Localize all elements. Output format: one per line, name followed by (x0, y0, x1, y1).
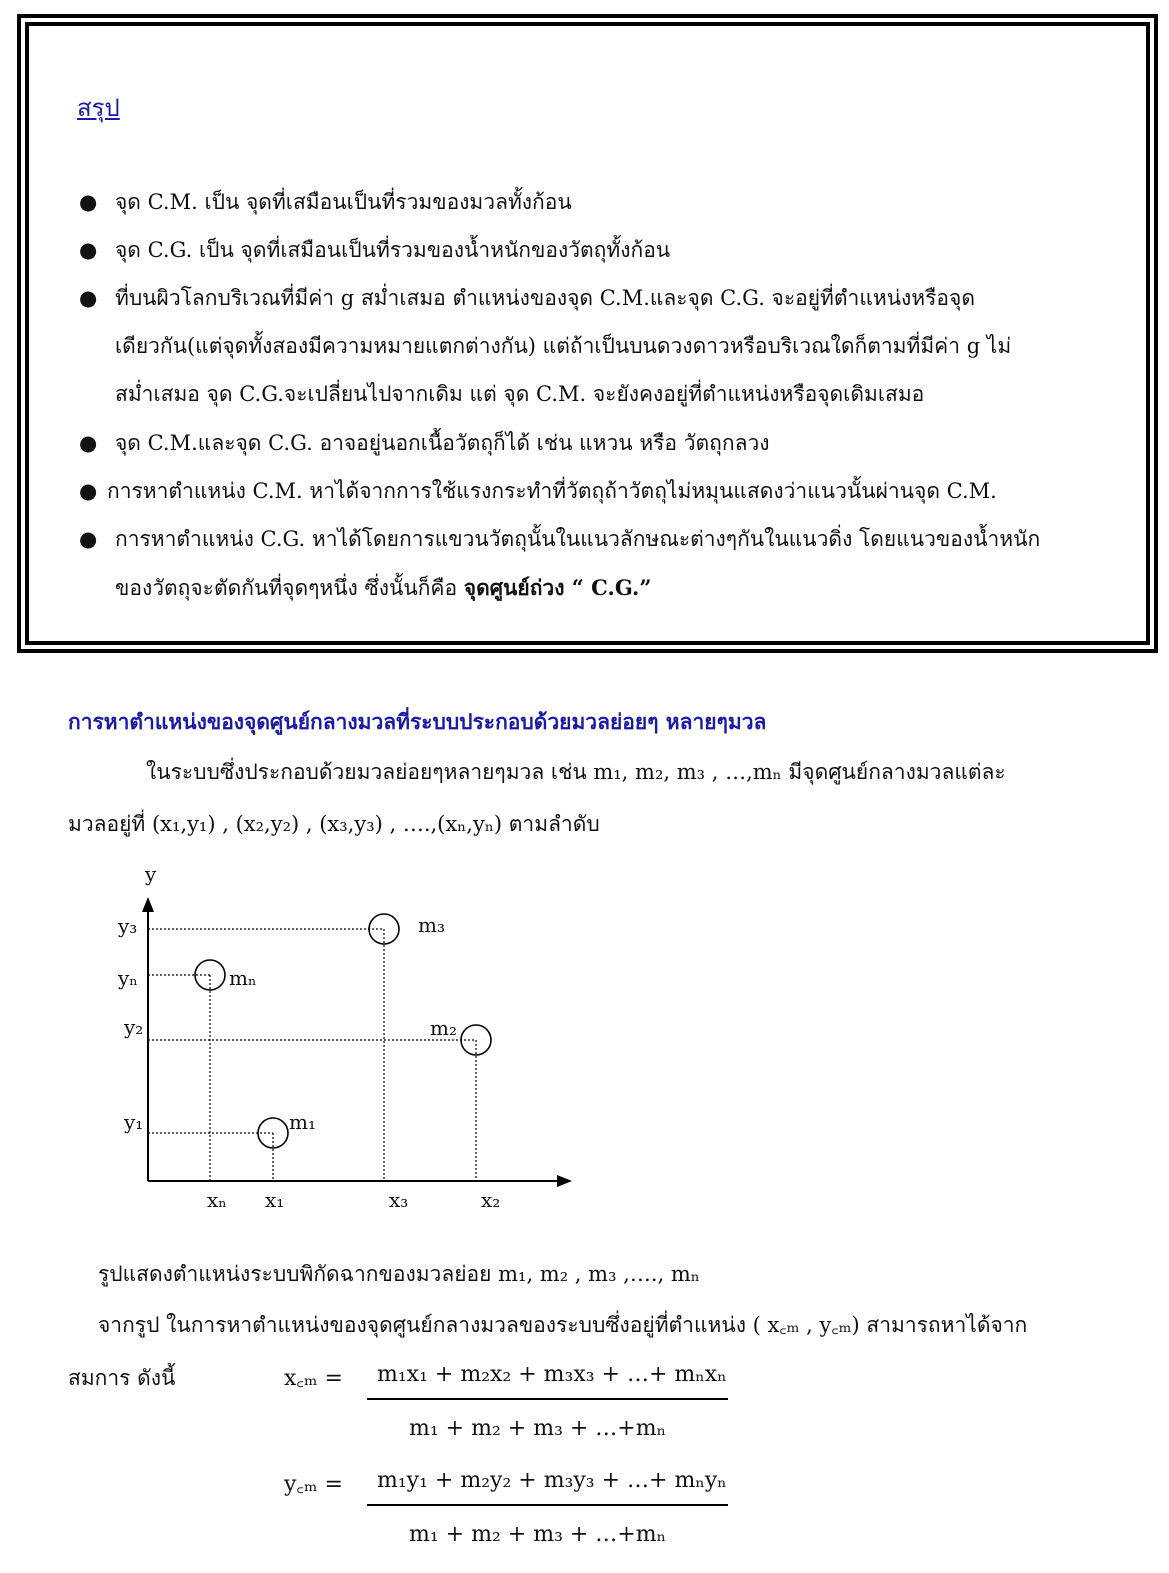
mass-1-label: m₁ (289, 1110, 316, 1134)
bullet-dot: ● (79, 479, 98, 503)
section-title: การหาตำแหน่งของจุดศูนย์กลางมวลที่ระบบประกอบด้วยมวลย่อยๆ หลายๆมวล (68, 709, 767, 734)
bullet-text: จุด C.G. เป็น จุดที่เสมือนเป็นที่รวมของน้ำหนักของวัตถุทั้งก้อน (115, 238, 671, 262)
bullet-text: จุด C.M.และจุด C.G. อาจอยู่นอกเนื้อวัตถุก็ได้ เช่น แหวน หรือ วัตถุกลวง (115, 431, 770, 455)
x-tick-label: xₙ (207, 1188, 227, 1212)
bullet-continuation-text: ของวัตถุจะตัดกันที่จุดๆหนึ่ง ซึ่งนั้นก็คือ (115, 576, 464, 600)
ycm-denominator: m₁ + m₂ + m₃ + …+mₙ (409, 1522, 667, 1547)
bullet-text: การหาตำแหน่ง C.G. หาได้โดยการแขวนวัตถุนั้นในแนวลักษณะต่างๆกันในแนวดิ่ง โดยแนวของน้ำหนัก (115, 527, 1041, 551)
bullet-text: จุด C.M. เป็น จุดที่เสมือนเป็นที่รวมของมวลทั้งก้อน (115, 190, 572, 214)
y-tick-label: yₙ (118, 966, 138, 990)
intro-line-2: มวลอยู่ที่ (x₁,y₁) , (x₂,y₂) , (x₃,y₃) , ….,(xₙ,yₙ) ตามลำดับ (68, 812, 600, 836)
xcm-numerator: m₁x₁ + m₂x₂ + m₃x₃ + …+ mₙxₙ (377, 1362, 727, 1387)
mass-n-label: mₙ (229, 966, 257, 990)
mass-2-label: m₂ (430, 1016, 457, 1040)
bullet-text: ที่บนผิวโลกบริเวณที่มีค่า g สม่ำเสมอ ตำแหน่งของจุด C.M.และจุด C.G. จะอยู่ที่ตำแหน่งหรือจุด (115, 286, 975, 310)
bullet-text: การหาตำแหน่ง C.M. หาได้จากการใช้แรงกระทำที่วัตถุถ้าวัตถุไม่หมุนแสดงว่าแนวนั้นผ่านจุด C.M. (107, 479, 997, 503)
bullet-dot: ● (79, 190, 98, 214)
xcm-denominator: m₁ + m₂ + m₃ + …+mₙ (409, 1416, 667, 1441)
explain-line-1: จากรูป ในการหาตำแหน่งของจุดศูนย์กลางมวลของระบบซึ่งอยู่ที่ตำแหน่ง ( x꜀ₘ , y꜀ₘ) สามารถหาได้จาก (98, 1313, 1028, 1337)
cg-emphasis: จุดศูนย์ถ่วง “ C.G.” (463, 575, 652, 600)
diagram-caption: รูปแสดงตำแหน่งระบบพิกัดฉากของมวลย่อย m₁, m₂ , m₃ ,…., mₙ (98, 1262, 700, 1286)
ycm-fraction-bar (367, 1504, 728, 1506)
bullet-continuation: เดียวกัน(แต่จุดทั้งสองมีความหมายแตกต่างกัน) แต่ถ้าเป็นบนดวงดาวหรือบริเวณใดก็ตามที่มีค่า g ไม่ (115, 334, 1012, 358)
xcm-fraction-bar (367, 1398, 728, 1400)
bullet-dot: ● (79, 527, 98, 551)
summary-title[interactable]: สรุป (77, 94, 120, 122)
x-axis-arrow (557, 1175, 572, 1187)
intro-line-1: ในระบบซึ่งประกอบด้วยมวลย่อยๆหลายๆมวล เช่น m₁, m₂, m₃ , …,mₙ มีจุดศูนย์กลางมวลแต่ละ (146, 760, 1006, 784)
ycm-label: y꜀ₘ = (284, 1472, 343, 1497)
y-tick-label: y₂ (124, 1015, 144, 1039)
explain-line-2: สมการ ดังนี้ (68, 1366, 176, 1390)
y-tick-label: y₁ (124, 1110, 144, 1134)
x-tick-label: x₃ (389, 1188, 409, 1212)
x-tick-label: x₂ (481, 1188, 501, 1212)
y-axis-label: y (145, 862, 157, 886)
bullet-dot: ● (79, 286, 98, 310)
x-tick-label: x₁ (265, 1188, 285, 1212)
bullet-dot: ● (79, 238, 98, 262)
bullet-dot: ● (79, 431, 98, 455)
y-tick-label: y₃ (118, 914, 138, 938)
xcm-label: x꜀ₘ = (284, 1366, 343, 1391)
bullet-continuation: สม่ำเสมอ จุด C.G.จะเปลี่ยนไปจากเดิม แต่ จุด C.M. จะยังคงอยู่ที่ตำแหน่งหรือจุดเดิมเสมอ (115, 382, 925, 406)
y-axis-arrow (142, 897, 154, 912)
mass-3-label: m₃ (418, 913, 445, 937)
ycm-numerator: m₁y₁ + m₂y₂ + m₃y₃ + …+ mₙyₙ (377, 1468, 727, 1493)
